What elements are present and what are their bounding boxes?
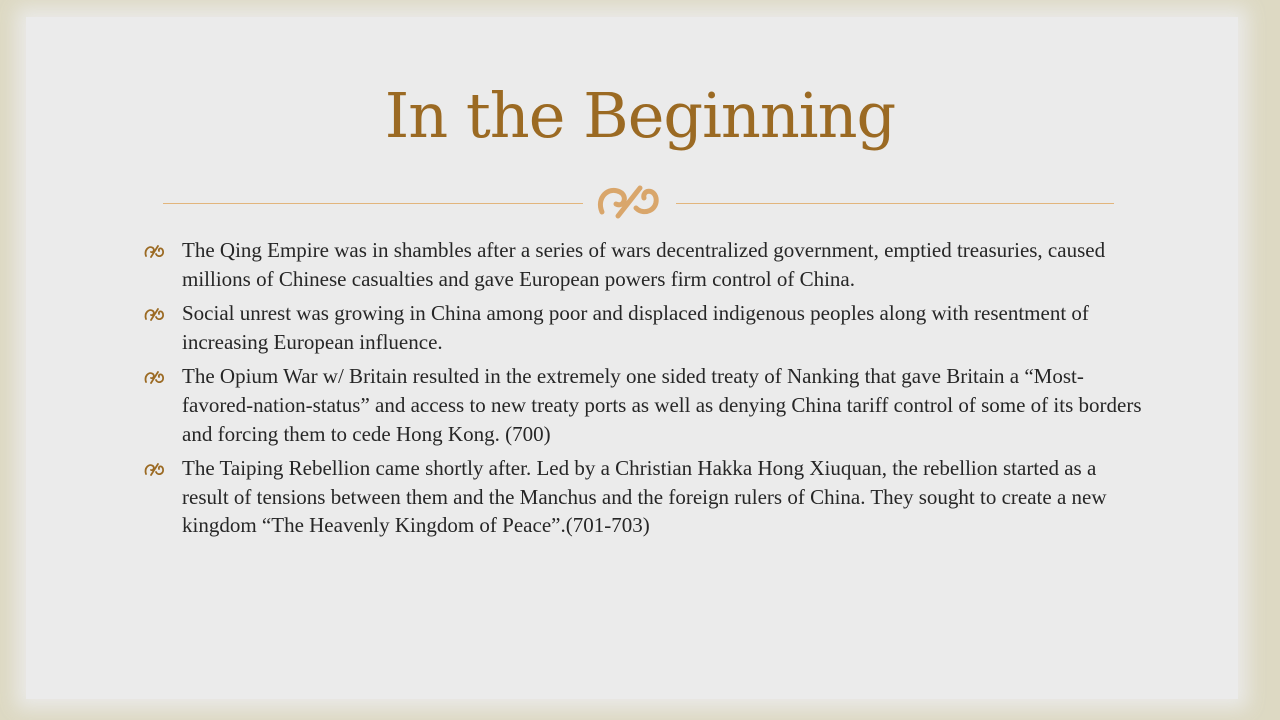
list-item bbox=[143, 362, 1143, 448]
title-divider-left bbox=[163, 203, 583, 204]
bullet-text: The Opium War w/ Britain resulted in the extremely one sided treaty of Nanking that gave Britain a “Most-favored-nation-status” and access to new treaty ports as well as denying China tariff control of some of its borders and forcing them to cede Hong Kong. (700) bbox=[182, 364, 1142, 446]
scroll-bullet-icon bbox=[143, 243, 165, 259]
bullet-text: The Qing Empire was in shambles after a series of wars decentralized government, emptied treasuries, caused millions of Chinese casualties and gave European powers firm control of China. bbox=[182, 238, 1106, 291]
title-divider-right bbox=[676, 203, 1114, 204]
scroll-ornament-icon bbox=[588, 178, 668, 222]
slide-title: In the Beginning bbox=[384, 79, 896, 152]
list-item bbox=[143, 236, 1143, 293]
scroll-bullet-icon bbox=[143, 461, 165, 477]
list-item bbox=[143, 299, 1143, 356]
bullet-text: Social unrest was growing in China among poor and displaced indigenous peoples along with resentment of increasing European influence. bbox=[182, 301, 1089, 354]
bullet-text: The Taiping Rebellion came shortly after. Led by a Christian Hakka Hong Xiuquan, the rebellion started as a result of tensions between them and the Manchus and the foreign rulers of China. They sought to create a new kingdom “The Heavenly Kingdom of Peace”.(701-703) bbox=[182, 456, 1107, 538]
scroll-bullet-icon bbox=[143, 306, 165, 322]
scroll-bullet-icon bbox=[143, 369, 165, 385]
list-item bbox=[143, 454, 1143, 540]
bullet-list bbox=[143, 236, 1143, 546]
